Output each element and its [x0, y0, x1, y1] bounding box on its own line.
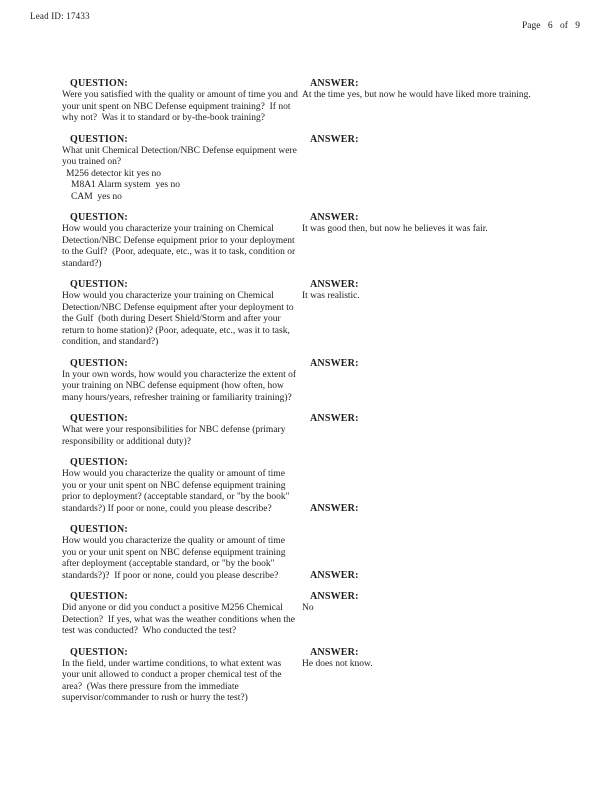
answer-cell	[302, 647, 581, 671]
question-cell	[62, 279, 302, 349]
question-label: QUESTION:	[70, 279, 128, 290]
answer-label: ANSWER:	[310, 279, 359, 290]
question-text: What were your responsibilities for NBC defense (primary responsibility or additional duty)?	[62, 425, 288, 447]
answer-label: ANSWER:	[310, 503, 359, 514]
question-label: QUESTION:	[70, 591, 128, 602]
question-text: In your own words, how would you characterize the extent of your training on NBC defense equipment (how often, how many hours/years, refresher training or familiarity training)?	[62, 369, 299, 403]
answer-label: ANSWER:	[310, 591, 359, 602]
qa-row	[62, 591, 581, 638]
lead-id: Lead ID: 17433	[30, 11, 90, 21]
qa-row	[62, 212, 581, 270]
question-label: QUESTION:	[70, 357, 128, 369]
qa-row	[62, 78, 581, 125]
page-number: Page 6 of 9	[521, 21, 580, 31]
answer-label: ANSWER:	[310, 413, 359, 424]
qa-row	[62, 647, 581, 705]
answer-cell	[302, 358, 581, 370]
question-item: CAM yes no	[71, 191, 122, 202]
answer-cell	[302, 78, 581, 102]
question-cell	[62, 591, 302, 638]
qa-row	[62, 413, 581, 448]
question-label: QUESTION:	[70, 212, 128, 223]
answer-text: At the time yes, but now he would have liked more training.	[302, 90, 531, 100]
question-label: QUESTION:	[70, 646, 128, 658]
question-cell	[62, 78, 302, 125]
question-text: Were you satisfied with the quality or amount of time you and your unit spent on NBC Defense equipment training? If not why not? Was it to standard or by-the-book training?	[62, 90, 301, 123]
answer-cell	[302, 591, 581, 615]
qa-row	[62, 358, 581, 405]
answer-cell	[302, 212, 581, 236]
qa-row	[62, 134, 581, 204]
answer-cell	[302, 134, 581, 146]
question-cell	[62, 457, 302, 515]
question-text: What unit Chemical Detection/NBC Defense equipment were you trained on?	[62, 145, 300, 167]
question-cell	[62, 358, 302, 405]
question-text: Did anyone or did you conduct a positive M256 Chemical Detection? If yes, what was the weather conditions when the test was conducted? Who conducted the test?	[62, 603, 298, 636]
qa-row	[62, 457, 581, 515]
answer-cell	[302, 279, 581, 303]
answer-label: ANSWER:	[310, 78, 359, 89]
question-label: QUESTION:	[70, 524, 128, 535]
answer-text: It was realistic.	[302, 291, 360, 301]
qa-row	[62, 524, 581, 582]
question-cell	[62, 212, 302, 270]
answer-label: ANSWER:	[310, 212, 359, 223]
answer-cell	[302, 457, 581, 515]
qa-list	[62, 78, 581, 714]
question-label: QUESTION:	[70, 133, 128, 145]
question-cell	[62, 647, 302, 705]
answer-cell	[302, 413, 581, 425]
question-text: How would you characterize your training on Chemical Detection/NBC Defense equipment prior to your deployment to the Gulf? (Poor, adequate, etc., was it to task, condition or standard?)	[62, 224, 298, 269]
question-label: QUESTION:	[70, 413, 128, 424]
question-cell	[62, 134, 302, 204]
question-cell	[62, 524, 302, 582]
answer-cell	[302, 524, 581, 582]
answer-label: ANSWER:	[310, 646, 359, 658]
answer-text: He does not know.	[302, 658, 373, 669]
answer-text: It was good then, but now he believes it was fair.	[302, 224, 488, 234]
question-item: M8A1 Alarm system yes no	[71, 180, 180, 190]
question-text: How would you characterize the quality or amount of time you or your unit spent on NBC defense equipment training after deployment (acceptable standard, or "by the book" standards?)? If poor or none, could you please describe?	[62, 536, 288, 581]
question-text: How would you characterize your training on Chemical Detection/NBC Defense equipment after your deployment to the Gulf (both during Desert Shield/Storm and after your return to home station)? (Poor, adequate, etc., was it to task, condition, and standard?)	[62, 291, 297, 347]
answer-label: ANSWER:	[310, 133, 359, 145]
question-label: QUESTION:	[70, 457, 128, 468]
qa-row	[62, 279, 581, 349]
answer-text: No	[302, 603, 314, 613]
question-text: How would you characterize the quality or amount of time you or your unit spent on NBC defense equipment training prior to deployment? (acceptable standard, or "by the book" standards?) If poor or none, could you please describe?	[62, 469, 292, 514]
question-item: M256 detector kit yes no	[66, 168, 161, 179]
question-label: QUESTION:	[70, 78, 128, 89]
answer-label: ANSWER:	[310, 570, 359, 581]
question-text: In the field, under wartime conditions, to what extent was your unit allowed to conduct a proper chemical test of the area? (Was there pressure from the immediate supervisor/commander to rush or hurry the test?)	[62, 658, 284, 703]
question-cell	[62, 413, 302, 448]
answer-label: ANSWER:	[310, 357, 359, 369]
